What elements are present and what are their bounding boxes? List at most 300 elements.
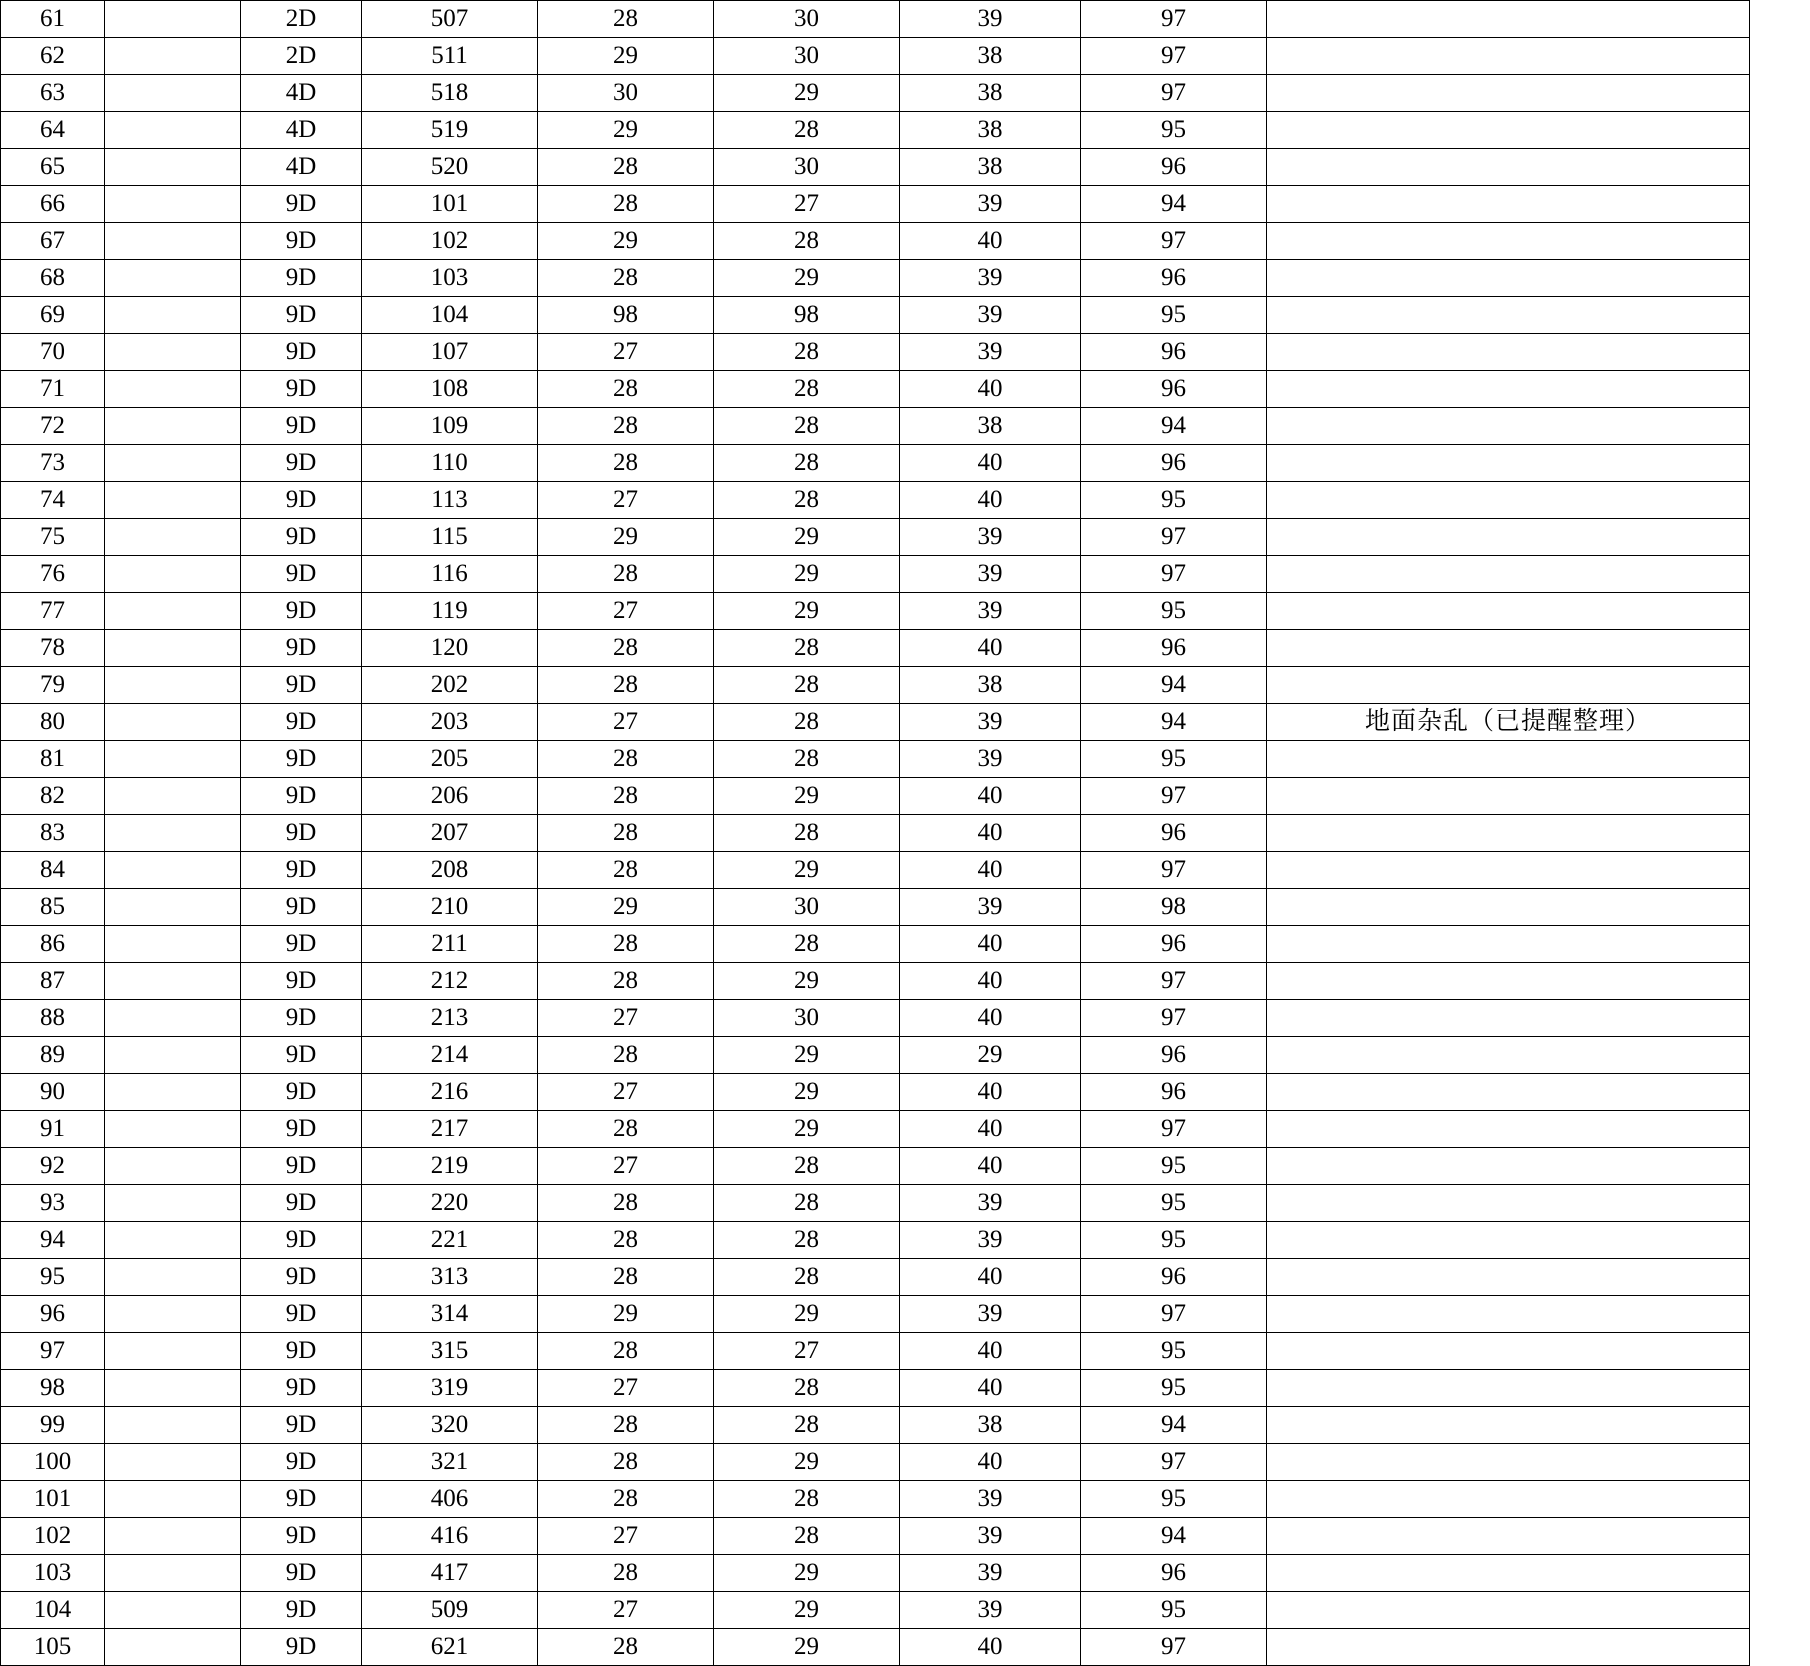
cell-value3: 38 bbox=[900, 112, 1081, 149]
cell-blank bbox=[105, 593, 241, 630]
cell-seq: 90 bbox=[1, 1074, 105, 1111]
cell-value2: 28 bbox=[714, 334, 900, 371]
cell-value4: 97 bbox=[1081, 556, 1267, 593]
cell-seq: 72 bbox=[1, 408, 105, 445]
cell-value4: 97 bbox=[1081, 38, 1267, 75]
cell-room: 212 bbox=[362, 963, 538, 1000]
cell-value4: 94 bbox=[1081, 704, 1267, 741]
cell-seq: 94 bbox=[1, 1222, 105, 1259]
cell-value3: 38 bbox=[900, 75, 1081, 112]
cell-remark bbox=[1267, 334, 1750, 371]
cell-value2: 29 bbox=[714, 519, 900, 556]
cell-value2: 28 bbox=[714, 704, 900, 741]
cell-blank bbox=[105, 1444, 241, 1481]
cell-value3: 39 bbox=[900, 1555, 1081, 1592]
cell-blank bbox=[105, 1407, 241, 1444]
cell-building: 9D bbox=[241, 1074, 362, 1111]
cell-blank bbox=[105, 889, 241, 926]
cell-remark bbox=[1267, 630, 1750, 667]
cell-seq: 102 bbox=[1, 1518, 105, 1555]
cell-value3: 40 bbox=[900, 963, 1081, 1000]
cell-blank bbox=[105, 1000, 241, 1037]
cell-seq: 105 bbox=[1, 1629, 105, 1666]
cell-value3: 39 bbox=[900, 1296, 1081, 1333]
cell-value3: 38 bbox=[900, 149, 1081, 186]
cell-value1: 29 bbox=[538, 1296, 714, 1333]
cell-value3: 40 bbox=[900, 482, 1081, 519]
cell-blank bbox=[105, 1037, 241, 1074]
cell-value1: 28 bbox=[538, 815, 714, 852]
cell-value4: 97 bbox=[1081, 1, 1267, 38]
cell-value4: 97 bbox=[1081, 519, 1267, 556]
table-row bbox=[1, 1222, 1750, 1259]
cell-value2: 28 bbox=[714, 1148, 900, 1185]
cell-value4: 95 bbox=[1081, 1592, 1267, 1629]
cell-value3: 39 bbox=[900, 704, 1081, 741]
cell-room: 417 bbox=[362, 1555, 538, 1592]
table-row bbox=[1, 38, 1750, 75]
cell-remark bbox=[1267, 926, 1750, 963]
table-row bbox=[1, 371, 1750, 408]
cell-value2: 29 bbox=[714, 1444, 900, 1481]
cell-building: 9D bbox=[241, 223, 362, 260]
cell-value4: 96 bbox=[1081, 926, 1267, 963]
cell-value2: 29 bbox=[714, 963, 900, 1000]
cell-room: 104 bbox=[362, 297, 538, 334]
cell-value3: 39 bbox=[900, 889, 1081, 926]
cell-value2: 30 bbox=[714, 149, 900, 186]
cell-value3: 38 bbox=[900, 408, 1081, 445]
cell-building: 9D bbox=[241, 1037, 362, 1074]
cell-value2: 28 bbox=[714, 223, 900, 260]
cell-seq: 88 bbox=[1, 1000, 105, 1037]
cell-value2: 29 bbox=[714, 556, 900, 593]
cell-value2: 28 bbox=[714, 1259, 900, 1296]
cell-value1: 28 bbox=[538, 1185, 714, 1222]
cell-building: 9D bbox=[241, 1444, 362, 1481]
cell-value1: 27 bbox=[538, 1074, 714, 1111]
cell-remark bbox=[1267, 371, 1750, 408]
cell-value4: 96 bbox=[1081, 1555, 1267, 1592]
cell-room: 110 bbox=[362, 445, 538, 482]
cell-building: 9D bbox=[241, 1333, 362, 1370]
cell-value2: 28 bbox=[714, 1222, 900, 1259]
table-row bbox=[1, 1000, 1750, 1037]
table-row bbox=[1, 741, 1750, 778]
cell-value3: 40 bbox=[900, 223, 1081, 260]
cell-remark bbox=[1267, 1037, 1750, 1074]
cell-seq: 66 bbox=[1, 186, 105, 223]
cell-room: 109 bbox=[362, 408, 538, 445]
cell-value4: 96 bbox=[1081, 445, 1267, 482]
cell-room: 101 bbox=[362, 186, 538, 223]
cell-seq: 87 bbox=[1, 963, 105, 1000]
cell-value4: 95 bbox=[1081, 112, 1267, 149]
cell-value2: 29 bbox=[714, 593, 900, 630]
cell-value1: 28 bbox=[538, 778, 714, 815]
table-row bbox=[1, 1333, 1750, 1370]
cell-value3: 40 bbox=[900, 852, 1081, 889]
table-row bbox=[1, 408, 1750, 445]
cell-room: 520 bbox=[362, 149, 538, 186]
cell-value4: 97 bbox=[1081, 963, 1267, 1000]
cell-remark bbox=[1267, 445, 1750, 482]
cell-value4: 96 bbox=[1081, 260, 1267, 297]
cell-remark bbox=[1267, 260, 1750, 297]
cell-value2: 28 bbox=[714, 482, 900, 519]
cell-remark bbox=[1267, 408, 1750, 445]
cell-value1: 29 bbox=[538, 38, 714, 75]
cell-seq: 76 bbox=[1, 556, 105, 593]
cell-value3: 39 bbox=[900, 741, 1081, 778]
cell-remark bbox=[1267, 889, 1750, 926]
cell-building: 9D bbox=[241, 556, 362, 593]
cell-value3: 40 bbox=[900, 1000, 1081, 1037]
cell-blank bbox=[105, 926, 241, 963]
cell-blank bbox=[105, 1481, 241, 1518]
cell-room: 207 bbox=[362, 815, 538, 852]
table-row bbox=[1, 75, 1750, 112]
cell-value4: 96 bbox=[1081, 1074, 1267, 1111]
cell-value4: 97 bbox=[1081, 1000, 1267, 1037]
cell-room: 406 bbox=[362, 1481, 538, 1518]
cell-blank bbox=[105, 1074, 241, 1111]
table-row bbox=[1, 963, 1750, 1000]
cell-value1: 28 bbox=[538, 1037, 714, 1074]
cell-value2: 28 bbox=[714, 408, 900, 445]
cell-value1: 28 bbox=[538, 667, 714, 704]
cell-value4: 97 bbox=[1081, 1296, 1267, 1333]
cell-seq: 77 bbox=[1, 593, 105, 630]
cell-building: 9D bbox=[241, 963, 362, 1000]
cell-seq: 62 bbox=[1, 38, 105, 75]
cell-value2: 29 bbox=[714, 1592, 900, 1629]
cell-value2: 29 bbox=[714, 852, 900, 889]
cell-blank bbox=[105, 1555, 241, 1592]
cell-value1: 29 bbox=[538, 112, 714, 149]
cell-seq: 70 bbox=[1, 334, 105, 371]
cell-blank bbox=[105, 1518, 241, 1555]
cell-value1: 27 bbox=[538, 1000, 714, 1037]
table-row bbox=[1, 519, 1750, 556]
cell-blank bbox=[105, 297, 241, 334]
cell-remark bbox=[1267, 1074, 1750, 1111]
cell-value1: 27 bbox=[538, 482, 714, 519]
cell-value1: 28 bbox=[538, 149, 714, 186]
cell-seq: 99 bbox=[1, 1407, 105, 1444]
cell-value1: 28 bbox=[538, 963, 714, 1000]
cell-building: 9D bbox=[241, 1481, 362, 1518]
cell-building: 9D bbox=[241, 593, 362, 630]
cell-seq: 103 bbox=[1, 1555, 105, 1592]
cell-building: 9D bbox=[241, 1518, 362, 1555]
cell-value2: 28 bbox=[714, 1518, 900, 1555]
cell-value4: 95 bbox=[1081, 1333, 1267, 1370]
table-row bbox=[1, 1370, 1750, 1407]
cell-blank bbox=[105, 1185, 241, 1222]
cell-value1: 28 bbox=[538, 852, 714, 889]
cell-seq: 98 bbox=[1, 1370, 105, 1407]
cell-value4: 95 bbox=[1081, 297, 1267, 334]
cell-seq: 69 bbox=[1, 297, 105, 334]
cell-building: 9D bbox=[241, 1259, 362, 1296]
cell-value1: 28 bbox=[538, 1222, 714, 1259]
cell-room: 213 bbox=[362, 1000, 538, 1037]
cell-building: 9D bbox=[241, 741, 362, 778]
cell-room: 205 bbox=[362, 741, 538, 778]
cell-value2: 28 bbox=[714, 1407, 900, 1444]
cell-room: 314 bbox=[362, 1296, 538, 1333]
cell-building: 9D bbox=[241, 1185, 362, 1222]
cell-room: 108 bbox=[362, 371, 538, 408]
cell-value1: 27 bbox=[538, 704, 714, 741]
cell-building: 9D bbox=[241, 667, 362, 704]
cell-seq: 104 bbox=[1, 1592, 105, 1629]
cell-building: 9D bbox=[241, 482, 362, 519]
cell-blank bbox=[105, 1592, 241, 1629]
cell-value3: 39 bbox=[900, 1481, 1081, 1518]
cell-value2: 29 bbox=[714, 1074, 900, 1111]
cell-blank bbox=[105, 112, 241, 149]
cell-value2: 30 bbox=[714, 1000, 900, 1037]
cell-value2: 28 bbox=[714, 667, 900, 704]
cell-room: 107 bbox=[362, 334, 538, 371]
cell-value4: 96 bbox=[1081, 371, 1267, 408]
cell-remark bbox=[1267, 741, 1750, 778]
cell-value2: 30 bbox=[714, 38, 900, 75]
cell-value1: 28 bbox=[538, 630, 714, 667]
cell-value1: 98 bbox=[538, 297, 714, 334]
cell-remark bbox=[1267, 852, 1750, 889]
cell-value1: 27 bbox=[538, 1518, 714, 1555]
cell-value1: 27 bbox=[538, 1370, 714, 1407]
cell-value1: 30 bbox=[538, 75, 714, 112]
cell-blank bbox=[105, 630, 241, 667]
cell-value2: 28 bbox=[714, 445, 900, 482]
cell-value2: 27 bbox=[714, 1333, 900, 1370]
cell-building: 9D bbox=[241, 297, 362, 334]
cell-value3: 40 bbox=[900, 1629, 1081, 1666]
table-row bbox=[1, 1, 1750, 38]
cell-value4: 94 bbox=[1081, 1518, 1267, 1555]
cell-building: 9D bbox=[241, 778, 362, 815]
cell-remark bbox=[1267, 778, 1750, 815]
cell-value1: 28 bbox=[538, 1259, 714, 1296]
cell-seq: 75 bbox=[1, 519, 105, 556]
cell-value4: 94 bbox=[1081, 1407, 1267, 1444]
table-row bbox=[1, 889, 1750, 926]
cell-room: 511 bbox=[362, 38, 538, 75]
table-row bbox=[1, 482, 1750, 519]
cell-value2: 28 bbox=[714, 1481, 900, 1518]
cell-seq: 79 bbox=[1, 667, 105, 704]
cell-seq: 86 bbox=[1, 926, 105, 963]
cell-value1: 29 bbox=[538, 889, 714, 926]
cell-value4: 95 bbox=[1081, 593, 1267, 630]
cell-remark bbox=[1267, 963, 1750, 1000]
cell-value2: 28 bbox=[714, 741, 900, 778]
cell-remark bbox=[1267, 1370, 1750, 1407]
cell-room: 115 bbox=[362, 519, 538, 556]
cell-value2: 28 bbox=[714, 630, 900, 667]
cell-seq: 80 bbox=[1, 704, 105, 741]
cell-building: 9D bbox=[241, 1148, 362, 1185]
cell-seq: 63 bbox=[1, 75, 105, 112]
cell-remark bbox=[1267, 1481, 1750, 1518]
cell-blank bbox=[105, 260, 241, 297]
cell-seq: 84 bbox=[1, 852, 105, 889]
cell-seq: 83 bbox=[1, 815, 105, 852]
cell-value1: 28 bbox=[538, 556, 714, 593]
cell-value3: 39 bbox=[900, 334, 1081, 371]
cell-room: 319 bbox=[362, 1370, 538, 1407]
cell-value2: 28 bbox=[714, 926, 900, 963]
table-row bbox=[1, 815, 1750, 852]
cell-room: 206 bbox=[362, 778, 538, 815]
cell-value3: 40 bbox=[900, 926, 1081, 963]
cell-building: 9D bbox=[241, 1296, 362, 1333]
cell-building: 2D bbox=[241, 38, 362, 75]
cell-room: 103 bbox=[362, 260, 538, 297]
cell-value3: 39 bbox=[900, 1592, 1081, 1629]
cell-blank bbox=[105, 1222, 241, 1259]
cell-value1: 28 bbox=[538, 1407, 714, 1444]
cell-remark bbox=[1267, 186, 1750, 223]
cell-remark bbox=[1267, 38, 1750, 75]
cell-seq: 81 bbox=[1, 741, 105, 778]
cell-value1: 28 bbox=[538, 408, 714, 445]
cell-room: 202 bbox=[362, 667, 538, 704]
cell-value3: 40 bbox=[900, 371, 1081, 408]
cell-remark bbox=[1267, 519, 1750, 556]
cell-value2: 29 bbox=[714, 1037, 900, 1074]
cell-blank bbox=[105, 556, 241, 593]
cell-room: 518 bbox=[362, 75, 538, 112]
cell-room: 321 bbox=[362, 1444, 538, 1481]
cell-room: 211 bbox=[362, 926, 538, 963]
cell-remark bbox=[1267, 1629, 1750, 1666]
cell-seq: 101 bbox=[1, 1481, 105, 1518]
cell-blank bbox=[105, 1629, 241, 1666]
table-row bbox=[1, 149, 1750, 186]
cell-blank bbox=[105, 1296, 241, 1333]
cell-remark bbox=[1267, 1444, 1750, 1481]
cell-room: 519 bbox=[362, 112, 538, 149]
cell-value3: 39 bbox=[900, 260, 1081, 297]
cell-blank bbox=[105, 778, 241, 815]
cell-seq: 78 bbox=[1, 630, 105, 667]
cell-value3: 39 bbox=[900, 1518, 1081, 1555]
cell-value3: 29 bbox=[900, 1037, 1081, 1074]
cell-value4: 96 bbox=[1081, 334, 1267, 371]
cell-seq: 73 bbox=[1, 445, 105, 482]
cell-building: 9D bbox=[241, 1111, 362, 1148]
cell-seq: 100 bbox=[1, 1444, 105, 1481]
cell-blank bbox=[105, 1148, 241, 1185]
cell-remark bbox=[1267, 75, 1750, 112]
table-row bbox=[1, 1148, 1750, 1185]
cell-remark bbox=[1267, 1555, 1750, 1592]
table-row bbox=[1, 1407, 1750, 1444]
cell-value1: 29 bbox=[538, 519, 714, 556]
cell-seq: 85 bbox=[1, 889, 105, 926]
cell-remark bbox=[1267, 1222, 1750, 1259]
cell-value1: 28 bbox=[538, 1629, 714, 1666]
cell-remark bbox=[1267, 112, 1750, 149]
cell-building: 9D bbox=[241, 1555, 362, 1592]
cell-value4: 98 bbox=[1081, 889, 1267, 926]
cell-room: 221 bbox=[362, 1222, 538, 1259]
cell-value1: 28 bbox=[538, 741, 714, 778]
cell-value2: 28 bbox=[714, 1370, 900, 1407]
table-row bbox=[1, 1185, 1750, 1222]
cell-blank bbox=[105, 75, 241, 112]
cell-remark bbox=[1267, 815, 1750, 852]
cell-room: 216 bbox=[362, 1074, 538, 1111]
cell-value1: 28 bbox=[538, 186, 714, 223]
cell-blank bbox=[105, 223, 241, 260]
cell-value2: 29 bbox=[714, 75, 900, 112]
cell-remark bbox=[1267, 149, 1750, 186]
table-row bbox=[1, 778, 1750, 815]
cell-remark bbox=[1267, 1148, 1750, 1185]
cell-building: 4D bbox=[241, 149, 362, 186]
cell-remark bbox=[1267, 482, 1750, 519]
cell-value4: 97 bbox=[1081, 1629, 1267, 1666]
cell-value4: 95 bbox=[1081, 1481, 1267, 1518]
cell-remark bbox=[1267, 1111, 1750, 1148]
cell-value4: 97 bbox=[1081, 75, 1267, 112]
cell-value3: 40 bbox=[900, 1074, 1081, 1111]
cell-seq: 71 bbox=[1, 371, 105, 408]
cell-remark bbox=[1267, 223, 1750, 260]
cell-value2: 29 bbox=[714, 778, 900, 815]
table-row bbox=[1, 297, 1750, 334]
table-row bbox=[1, 112, 1750, 149]
cell-seq: 92 bbox=[1, 1148, 105, 1185]
cell-room: 119 bbox=[362, 593, 538, 630]
cell-seq: 68 bbox=[1, 260, 105, 297]
cell-remark bbox=[1267, 1259, 1750, 1296]
cell-room: 416 bbox=[362, 1518, 538, 1555]
cell-seq: 61 bbox=[1, 1, 105, 38]
cell-building: 4D bbox=[241, 112, 362, 149]
cell-value4: 97 bbox=[1081, 1111, 1267, 1148]
table-body bbox=[1, 1, 1750, 1666]
cell-value2: 28 bbox=[714, 815, 900, 852]
cell-blank bbox=[105, 704, 241, 741]
table-row bbox=[1, 1518, 1750, 1555]
table-row bbox=[1, 1296, 1750, 1333]
cell-building: 9D bbox=[241, 630, 362, 667]
cell-value1: 28 bbox=[538, 1333, 714, 1370]
cell-room: 208 bbox=[362, 852, 538, 889]
cell-room: 210 bbox=[362, 889, 538, 926]
cell-value1: 28 bbox=[538, 445, 714, 482]
cell-remark bbox=[1267, 1296, 1750, 1333]
cell-building: 9D bbox=[241, 1000, 362, 1037]
table-row bbox=[1, 1629, 1750, 1666]
cell-value1: 28 bbox=[538, 1481, 714, 1518]
cell-room: 507 bbox=[362, 1, 538, 38]
cell-seq: 91 bbox=[1, 1111, 105, 1148]
cell-value3: 39 bbox=[900, 593, 1081, 630]
cell-room: 509 bbox=[362, 1592, 538, 1629]
cell-value3: 39 bbox=[900, 186, 1081, 223]
cell-value2: 30 bbox=[714, 1, 900, 38]
cell-room: 219 bbox=[362, 1148, 538, 1185]
cell-blank bbox=[105, 408, 241, 445]
